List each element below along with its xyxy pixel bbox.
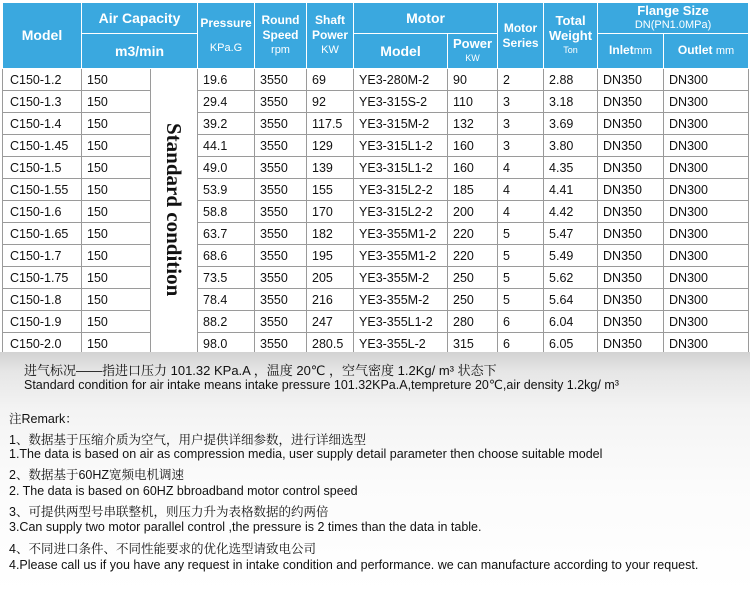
cell-flange-outlet: DN300 — [664, 289, 749, 311]
cell-model: C150-1.8 — [3, 289, 82, 311]
cell-round-speed: 3550 — [255, 91, 307, 113]
cell-total-weight: 4.35 — [544, 157, 598, 179]
remark-line: 3.Can supply two motor parallel control ,the pressure is 2 times than the data in table. — [9, 520, 482, 534]
cell-air-capacity: 150 — [82, 267, 151, 289]
table-row — [3, 69, 749, 91]
cell-shaft-power: 247 — [307, 311, 354, 333]
cell-model: C150-1.7 — [3, 245, 82, 267]
remark-line: 4.Please call us if you have any request in intake condition and performance. we can manufacture according to your request. — [9, 558, 699, 572]
header-outlet-unit: mm — [715, 45, 735, 57]
cell-pressure: 73.5 — [198, 267, 255, 289]
cell-motor-model: YE3-280M-2 — [354, 69, 448, 91]
cell-total-weight: 3.18 — [544, 91, 598, 113]
remark-line: 1、数据基于压缩介质为空气，用户提供详细参数，进行详细选型 — [9, 433, 366, 447]
cell-air-capacity: 150 — [82, 91, 151, 113]
cell-flange-inlet: DN350 — [598, 91, 664, 113]
header-total-weight — [544, 3, 598, 69]
cell-shaft-power: 216 — [307, 289, 354, 311]
cell-motor-model: YE3-355M1-2 — [354, 223, 448, 245]
remark-title: 注Remark： — [9, 412, 78, 426]
cell-round-speed: 3550 — [255, 179, 307, 201]
cell-motor-power: 132 — [448, 113, 498, 135]
header-flange-standard: DN(PN1.0MPa) — [634, 19, 712, 31]
header-total-weight-unit: Ton — [563, 45, 578, 55]
cell-shaft-power: 182 — [307, 223, 354, 245]
cell-motor-series: 3 — [498, 113, 544, 135]
cell-flange-inlet: DN350 — [598, 311, 664, 333]
cell-round-speed: 3550 — [255, 267, 307, 289]
cell-flange-inlet: DN350 — [598, 267, 664, 289]
table-row — [3, 245, 749, 267]
cell-pressure: 53.9 — [198, 179, 255, 201]
cell-pressure: 58.8 — [198, 201, 255, 223]
cell-motor-model: YE3-315M-2 — [354, 113, 448, 135]
cell-round-speed: 3550 — [255, 289, 307, 311]
header-pressure — [198, 3, 255, 69]
cell-air-capacity: 150 — [82, 201, 151, 223]
cell-flange-inlet: DN350 — [598, 333, 664, 355]
standard-condition-note-en: Standard condition for air intake means intake pressure 101.32KPa.A,tempreture 20℃,air density 1.2kg/ m³ — [24, 378, 619, 392]
cell-model: C150-1.75 — [3, 267, 82, 289]
header-inlet-unit: mm — [633, 45, 653, 57]
cell-motor-power: 220 — [448, 245, 498, 267]
cell-flange-inlet: DN350 — [598, 179, 664, 201]
cell-shaft-power: 195 — [307, 245, 354, 267]
cell-pressure: 68.6 — [198, 245, 255, 267]
cell-shaft-power: 170 — [307, 201, 354, 223]
cell-flange-outlet: DN300 — [664, 91, 749, 113]
cell-total-weight: 5.62 — [544, 267, 598, 289]
cell-motor-series: 4 — [498, 157, 544, 179]
cell-motor-power: 110 — [448, 91, 498, 113]
cell-motor-model: YE3-315L2-2 — [354, 201, 448, 223]
cell-round-speed: 3550 — [255, 135, 307, 157]
cell-motor-model: YE3-355M-2 — [354, 289, 448, 311]
header-round-speed — [255, 3, 307, 69]
cell-pressure: 39.2 — [198, 113, 255, 135]
cell-flange-outlet: DN300 — [664, 179, 749, 201]
cell-total-weight: 5.64 — [544, 289, 598, 311]
cell-motor-model: YE3-355M1-2 — [354, 245, 448, 267]
cell-round-speed: 3550 — [255, 311, 307, 333]
header-pressure-unit: KPa.G — [209, 41, 243, 54]
header-outlet-label: Outlet — [677, 43, 713, 57]
table-row — [3, 91, 749, 113]
cell-model: C150-1.3 — [3, 91, 82, 113]
cell-flange-inlet: DN350 — [598, 245, 664, 267]
cell-total-weight: 6.05 — [544, 333, 598, 355]
cell-motor-series: 4 — [498, 179, 544, 201]
cell-flange-outlet: DN300 — [664, 311, 749, 333]
cell-motor-power: 220 — [448, 223, 498, 245]
cell-motor-power: 315 — [448, 333, 498, 355]
header-round-speed-unit: rpm — [271, 44, 290, 56]
table-row — [3, 201, 749, 223]
table-row — [3, 267, 749, 289]
cell-total-weight: 4.41 — [544, 179, 598, 201]
cell-round-speed: 3550 — [255, 245, 307, 267]
cell-flange-inlet: DN350 — [598, 113, 664, 135]
header-motor-series: Motor Series — [498, 3, 544, 69]
cell-motor-power: 90 — [448, 69, 498, 91]
cell-round-speed: 3550 — [255, 113, 307, 135]
cell-flange-outlet: DN300 — [664, 245, 749, 267]
header-motor-power-label: Power — [453, 36, 493, 51]
cell-pressure: 98.0 — [198, 333, 255, 355]
header-air-unit: m3/min — [82, 34, 198, 69]
cell-air-capacity: 150 — [82, 311, 151, 333]
remark-line: 4、不同进口条件、不同性能要求的优化选型请致电公司 — [9, 542, 316, 556]
cell-motor-power: 160 — [448, 157, 498, 179]
cell-model: C150-1.9 — [3, 311, 82, 333]
cell-motor-power: 250 — [448, 267, 498, 289]
standard-condition-cell — [151, 69, 198, 355]
header-air-capacity: Air Capacity — [82, 3, 198, 34]
cell-air-capacity: 150 — [82, 245, 151, 267]
cell-model: C150-1.6 — [3, 201, 82, 223]
remark-line: 3、可提供两型号串联整机，则压力升为表格数据的约两倍 — [9, 505, 329, 519]
standard-condition-note-zh: 进气标况——指进口压力 101.32 KPa.A ，温度 20℃ ，空气密度 1.2Kg/ m³ 状态下 — [24, 363, 497, 378]
header-inlet — [598, 34, 664, 69]
cell-total-weight: 5.49 — [544, 245, 598, 267]
cell-flange-outlet: DN300 — [664, 113, 749, 135]
cell-shaft-power: 129 — [307, 135, 354, 157]
cell-model: C150-1.5 — [3, 157, 82, 179]
cell-flange-inlet: DN350 — [598, 201, 664, 223]
cell-model: C150-1.55 — [3, 179, 82, 201]
header-total-weight-label: Total Weight — [548, 13, 593, 43]
cell-motor-power: 250 — [448, 289, 498, 311]
cell-round-speed: 3550 — [255, 201, 307, 223]
table-row — [3, 157, 749, 179]
cell-air-capacity: 150 — [82, 333, 151, 355]
cell-motor-model: YE3-315L1-2 — [354, 157, 448, 179]
cell-total-weight: 3.69 — [544, 113, 598, 135]
cell-motor-power: 200 — [448, 201, 498, 223]
header-model: Model — [3, 3, 82, 69]
standard-condition-label: Standard condition — [162, 123, 186, 297]
notes-section — [0, 352, 750, 592]
remark-line: 2、数据基于60HZ宽频电机调速 — [9, 468, 185, 482]
header-motor: Motor — [354, 3, 498, 34]
cell-flange-outlet: DN300 — [664, 333, 749, 355]
cell-motor-series: 4 — [498, 201, 544, 223]
cell-flange-inlet: DN350 — [598, 157, 664, 179]
header-inlet-label: Inlet — [609, 43, 634, 57]
cell-pressure: 29.4 — [198, 91, 255, 113]
cell-model: C150-2.0 — [3, 333, 82, 355]
cell-shaft-power: 155 — [307, 179, 354, 201]
cell-flange-inlet: DN350 — [598, 69, 664, 91]
table-row — [3, 113, 749, 135]
cell-motor-model: YE3-355L1-2 — [354, 311, 448, 333]
cell-flange-inlet: DN350 — [598, 223, 664, 245]
cell-total-weight: 2.88 — [544, 69, 598, 91]
table-row — [3, 179, 749, 201]
cell-motor-power: 280 — [448, 311, 498, 333]
header-motor-power — [448, 34, 498, 69]
cell-model: C150-1.4 — [3, 113, 82, 135]
cell-motor-series: 5 — [498, 267, 544, 289]
cell-motor-model: YE3-315L1-2 — [354, 135, 448, 157]
cell-air-capacity: 150 — [82, 135, 151, 157]
cell-shaft-power: 117.5 — [307, 113, 354, 135]
cell-motor-series: 3 — [498, 135, 544, 157]
cell-motor-model: YE3-315S-2 — [354, 91, 448, 113]
table-row — [3, 135, 749, 157]
cell-motor-series: 5 — [498, 289, 544, 311]
cell-pressure: 63.7 — [198, 223, 255, 245]
cell-flange-outlet: DN300 — [664, 157, 749, 179]
table-row — [3, 311, 749, 333]
cell-pressure: 44.1 — [198, 135, 255, 157]
cell-round-speed: 3550 — [255, 157, 307, 179]
cell-motor-series: 3 — [498, 91, 544, 113]
table-row — [3, 289, 749, 311]
cell-air-capacity: 150 — [82, 69, 151, 91]
header-flange-size-label: Flange Size — [637, 3, 709, 18]
header-shaft-power-label: Shaft Power — [312, 13, 349, 42]
cell-motor-series: 5 — [498, 245, 544, 267]
cell-flange-outlet: DN300 — [664, 223, 749, 245]
header-round-speed-label: Round Speed — [261, 13, 300, 42]
remark-line: 1.The data is based on air as compression media, user supply detail parameter then choose suitable model — [9, 447, 603, 461]
cell-total-weight: 4.42 — [544, 201, 598, 223]
header-flange-size — [598, 3, 749, 34]
cell-pressure: 49.0 — [198, 157, 255, 179]
cell-model: C150-1.65 — [3, 223, 82, 245]
cell-motor-series: 5 — [498, 223, 544, 245]
cell-flange-inlet: DN350 — [598, 289, 664, 311]
cell-total-weight: 6.04 — [544, 311, 598, 333]
header-motor-power-unit: KW — [465, 53, 480, 63]
specification-table — [2, 2, 749, 355]
cell-motor-model: YE3-315L2-2 — [354, 179, 448, 201]
cell-flange-outlet: DN300 — [664, 69, 749, 91]
table-row — [3, 223, 749, 245]
cell-model: C150-1.45 — [3, 135, 82, 157]
cell-flange-outlet: DN300 — [664, 201, 749, 223]
cell-air-capacity: 150 — [82, 179, 151, 201]
header-shaft-power-unit: KW — [321, 44, 339, 56]
cell-shaft-power: 280.5 — [307, 333, 354, 355]
cell-motor-model: YE3-355M-2 — [354, 267, 448, 289]
cell-air-capacity: 150 — [82, 223, 151, 245]
header-shaft-power — [307, 3, 354, 69]
cell-shaft-power: 205 — [307, 267, 354, 289]
cell-air-capacity: 150 — [82, 289, 151, 311]
specification-table-body — [3, 69, 749, 355]
cell-total-weight: 3.80 — [544, 135, 598, 157]
header-outlet — [664, 34, 749, 69]
cell-motor-power: 160 — [448, 135, 498, 157]
cell-motor-model: YE3-355L-2 — [354, 333, 448, 355]
cell-flange-inlet: DN350 — [598, 135, 664, 157]
remark-line: 2. The data is based on 60HZ bbroadband motor control speed — [9, 484, 358, 498]
cell-air-capacity: 150 — [82, 157, 151, 179]
cell-model: C150-1.2 — [3, 69, 82, 91]
cell-pressure: 19.6 — [198, 69, 255, 91]
cell-round-speed: 3550 — [255, 69, 307, 91]
cell-motor-series: 2 — [498, 69, 544, 91]
cell-flange-outlet: DN300 — [664, 135, 749, 157]
cell-air-capacity: 150 — [82, 113, 151, 135]
cell-shaft-power: 69 — [307, 69, 354, 91]
cell-round-speed: 3550 — [255, 333, 307, 355]
cell-shaft-power: 92 — [307, 91, 354, 113]
cell-flange-outlet: DN300 — [664, 267, 749, 289]
cell-motor-series: 6 — [498, 311, 544, 333]
header-pressure-label: Pressure — [200, 15, 252, 30]
cell-motor-power: 185 — [448, 179, 498, 201]
cell-pressure: 78.4 — [198, 289, 255, 311]
cell-total-weight: 5.47 — [544, 223, 598, 245]
cell-pressure: 88.2 — [198, 311, 255, 333]
cell-round-speed: 3550 — [255, 223, 307, 245]
cell-shaft-power: 139 — [307, 157, 354, 179]
cell-motor-series: 6 — [498, 333, 544, 355]
header-motor-model: Model — [354, 34, 448, 69]
